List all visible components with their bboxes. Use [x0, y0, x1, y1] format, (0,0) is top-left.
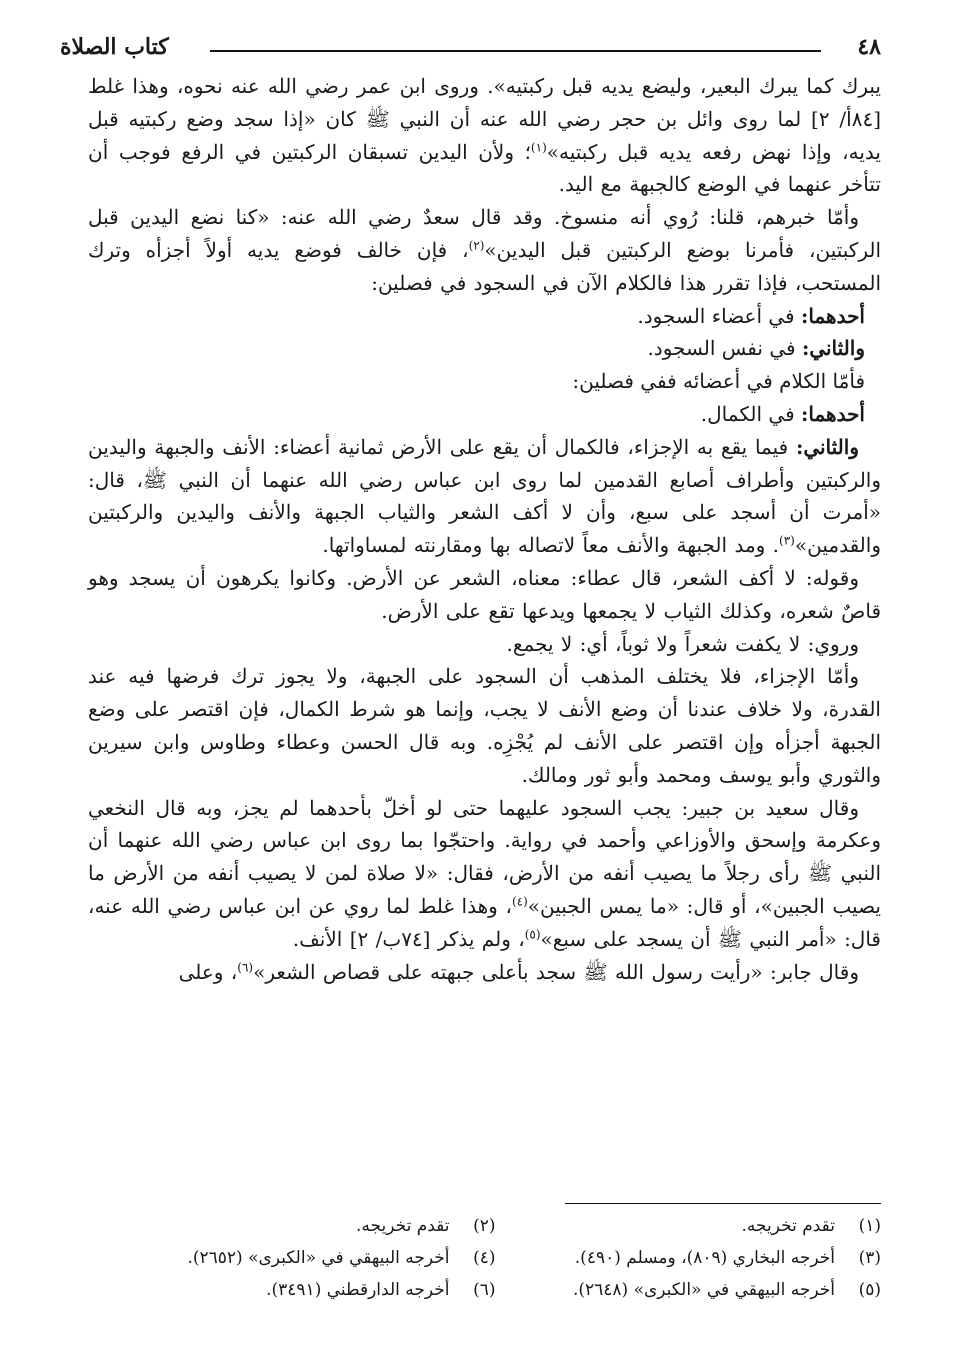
- footnote-ref: (٥): [524, 927, 541, 942]
- paragraph-7: وقال سعيد بن جبير: يجب السجود عليهما حتى لو أخلّ بأحدهما لم يجز، وبه قال النخعي وعكرمة وإسحق والأوزاعي وأحمد في رواية. واحتجّوا بما روى ابن عباس رضي الله عنهما أن النبي ﷺ رأى رجلاً ما يصيب أنفه من الأرض، فقال: «لا صلاة لمن لا يصيب أنفه من الأرض ما يصيب الجبين»، أو قال: «ما يمس الجبين»$^{(٤)}$، وهذا غلط لما روي عن ابن عباس رضي الله عنه، قال: «أمر النبي ﷺ أن يسجد على سبع»$^{(٥)}$، ولم يذكر [٧٤ب/ ٢] الأنف.: [88, 795, 882, 951]
- heading-line-2: والثاني: في نفس السجود.: [647, 336, 865, 361]
- paragraph-1: يبرك كما يبرك البعير، وليضع يديه قبل ركبتيه». وروى ابن عمر رضي الله عنه نحوه، وهذا غلط [٨٤أ/ ٢] لما روى وائل بن حجر رضي الله عنه أن النبي ﷺ كان «إذا سجد وضع ركبتيه قبل يديه، وإذا نهض رفعه يديه قبل ركبتيه»$^{(١)}$؛ ولأن اليدين تسبقان الركبتين في الرفع فوجب أن تتأخر عنهما في الوضع كالجبهة مع اليد.: [88, 74, 881, 197]
- book-title: كتاب الصلاة: [60, 34, 169, 60]
- paragraph-8: وقال جابر: «رأيت رسول الله ﷺ سجد بأعلى جبهته على قصاص الشعر»$^{(٦)}$، وعلى: [178, 959, 859, 984]
- footnote-ref: (٢): [468, 238, 485, 253]
- footnote-ref: (٦): [237, 959, 254, 974]
- footnotes: [110, 1210, 881, 1306]
- paragraph-2: وأمّا خبرهم، قلنا: رُوي أنه منسوخ. وقد قال سعدٌ رضي الله عنه: «كنا نضع اليدين قبل الركبتين، فأمرنا بوضع الركبتين قبل اليدين»$^{(٢)}$، فإن خالف فوضع يديه أولاً أجزأه وترك المستحب، فإذا تقرر هذا فالكلام الآن في السجود في فصلين:: [88, 205, 882, 295]
- header-rule: [210, 50, 821, 52]
- paragraph-3: والثاني: فيما يقع به الإجزاء، فالكمال أن يقع على الأرض ثمانية أعضاء: الأنف والجبهة واليدين والركبتين وأطراف أصابع القدمين لما روى ابن عباس رضي الله عنهما أن النبي ﷺ، قال: «أمرت أن أسجد على سبع، وأن لا أكف الشعر والثياب الجبهة والأنف واليدين والركبتين والقدمين»$^{(٣)}$. ومد الجبهة والأنف معاً لاتصاله بها ومقارنته لمساواتها.: [88, 434, 882, 558]
- heading-line-3: فأمّا الكلام في أعضائه ففي فصلين:: [572, 369, 865, 394]
- footnote-6: (٦) أخرجه الدارقطني (٣٤٩١).: [266, 1280, 496, 1300]
- main-text: [88, 70, 881, 1170]
- footnote-ref: (١): [530, 139, 547, 154]
- page-number: ٤٨: [857, 34, 881, 60]
- footnote-row: [110, 1210, 881, 1242]
- heading-line-1: أحدهما: في أعضاء السجود.: [637, 303, 865, 328]
- footnote-ref: (٤): [511, 894, 528, 909]
- footnote-3: (٣) أخرجه البخاري (٨٠٩)، ومسلم (٤٩٠).: [574, 1248, 881, 1268]
- paragraph-5: وروي: لا يكفت شعراً ولا ثوباً، أي: لا يجمع.: [506, 631, 859, 656]
- paragraph-6: وأمّا الإجزاء، فلا يختلف المذهب أن السجود على الجبهة، ولا يجوز ترك فرضها فيه عند القدرة، ولا خلاف عندنا أن وضع الأنف لا يجب، وإنما هو شرط الكمال، فإن اقتصر على وضع الجبهة أجزأه وإن اقتصر على الأنف لم يُجْزِه. وبه قال الحسن وعطاء وطاوس وابن سيرين والثوري وأبو يوسف ومحمد وأبو ثور ومالك.: [88, 664, 881, 787]
- footnote-5: (٥) أخرجه البيهقي في «الكبرى» (٢٦٤٨).: [572, 1280, 881, 1300]
- page-header: [60, 24, 881, 72]
- footnote-4: (٤) أخرجه البيهقي في «الكبرى» (٢٦٥٢).: [187, 1248, 496, 1268]
- footnote-separator: [565, 1203, 881, 1204]
- heading-line-4: أحدهما: في الكمال.: [700, 401, 865, 426]
- footnote-1: (١) تقدم تخريجه.: [741, 1216, 881, 1236]
- footnote-ref: (٣): [779, 533, 795, 548]
- footnote-row: [110, 1274, 881, 1306]
- paragraph-4: وقوله: لا أكف الشعر، قال عطاء: معناه، الشعر عن الأرض. وكانوا يكرهون أن يسجد وهو قاصٌ شعره، وكذلك الثياب لا يجمعها ويدعها تقع على الأرض.: [88, 565, 881, 623]
- footnote-row: [110, 1242, 881, 1274]
- footnote-2: (٢) تقدم تخريجه.: [356, 1216, 496, 1236]
